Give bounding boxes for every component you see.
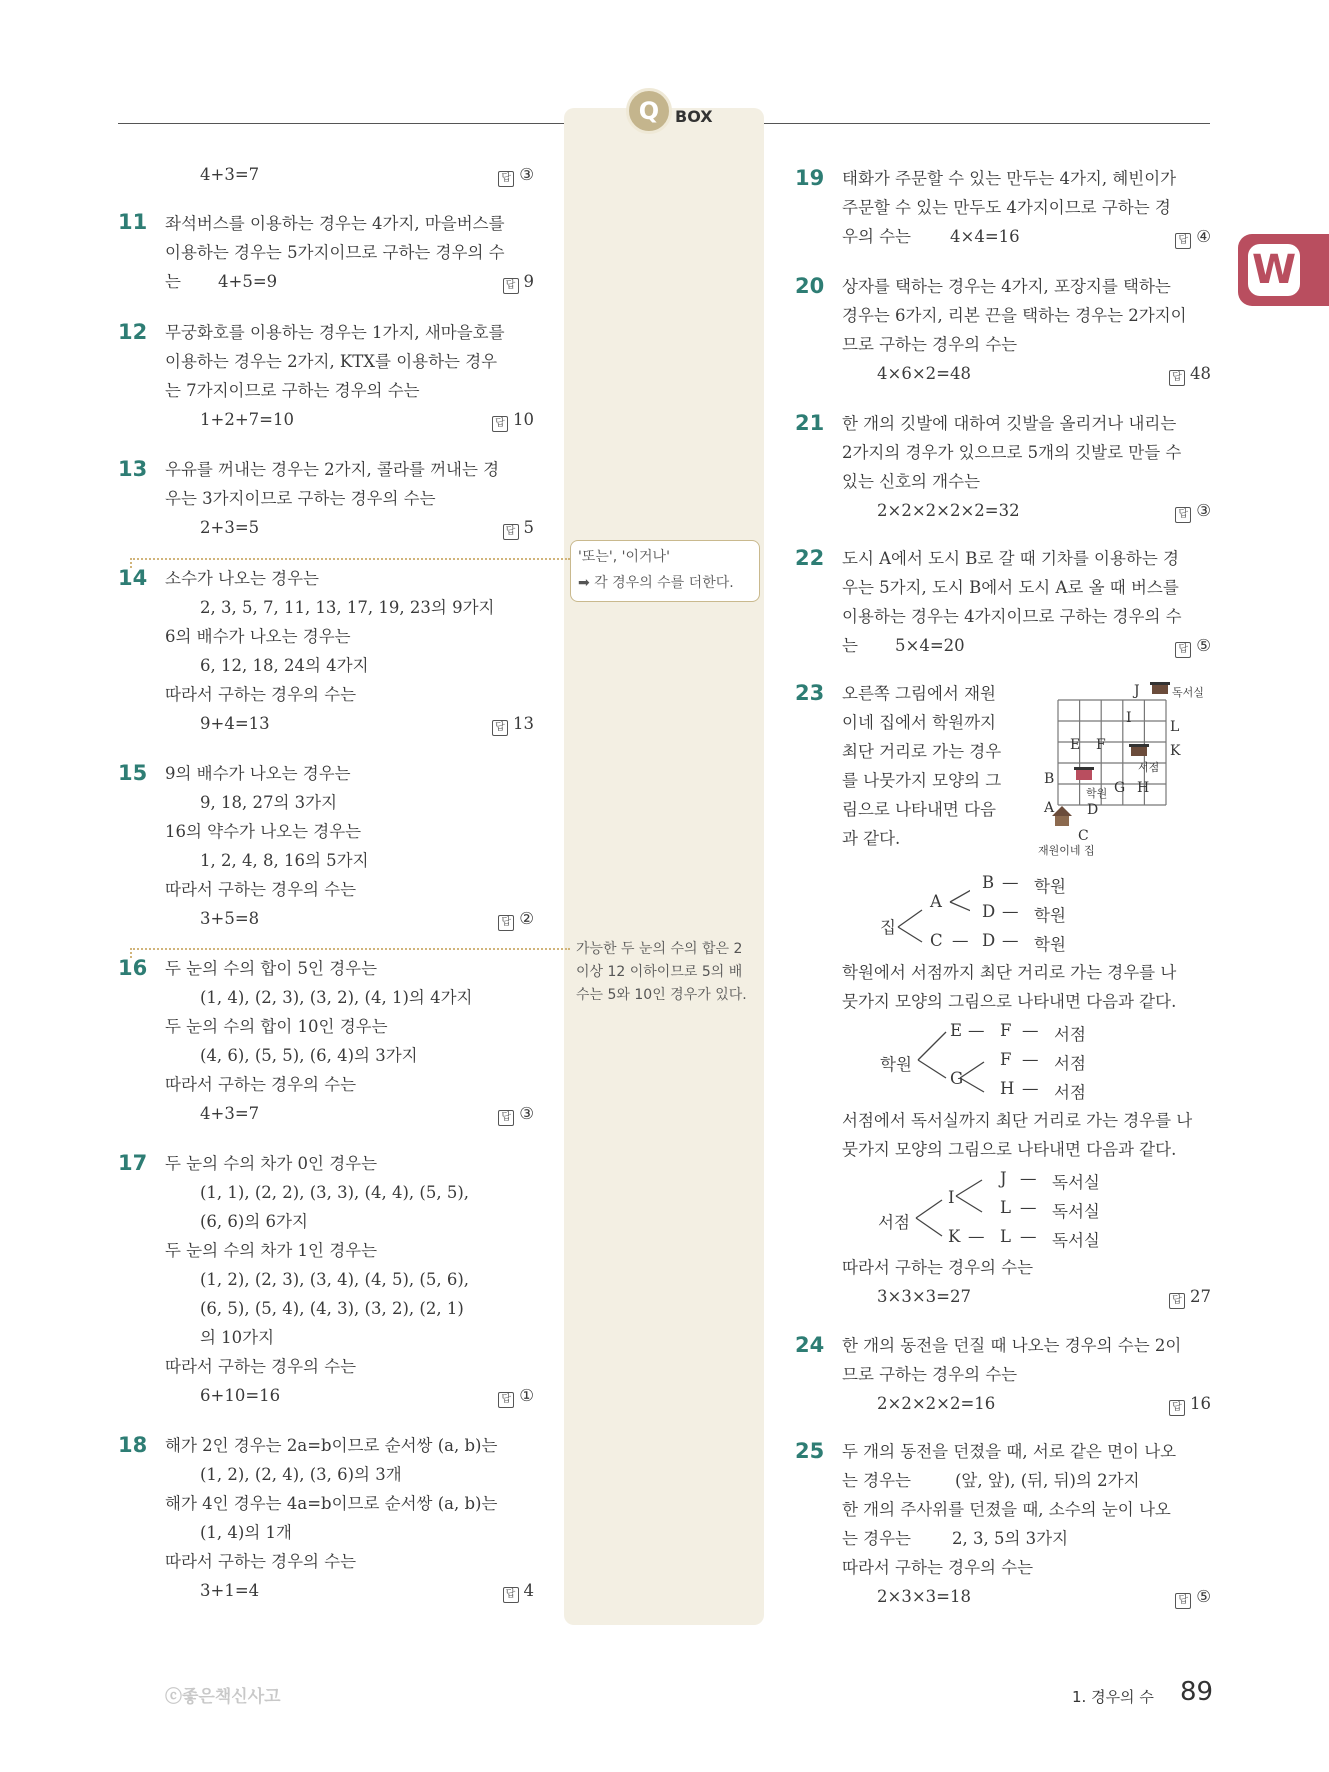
- problem-text: 므로 구하는 경우의 수는: [842, 335, 1018, 354]
- problem-text: 1, 2, 4, 8, 16의 5가지: [200, 851, 369, 870]
- problem-text: 무궁화호를 이용하는 경우는 1가지, 새마을호를: [165, 323, 505, 342]
- problem-text: 두 눈의 수의 합이 10인 경우는: [165, 1017, 388, 1036]
- problem-text: 따라서 구하는 경우의 수는: [165, 1552, 357, 1571]
- tree-node: B: [982, 873, 995, 892]
- problem-text: 한 개의 동전을 던질 때 나오는 경우의 수는 2이: [842, 1336, 1182, 1355]
- top-calc: 4+3=7: [200, 165, 260, 184]
- problem-text: 따라서 구하는 경우의 수는: [165, 880, 357, 899]
- memo-text: 가능한 두 눈의 수의 합은 2: [576, 941, 743, 957]
- calc: 1+2+7=10: [200, 410, 294, 429]
- problem-number: 23: [795, 681, 825, 705]
- tree-node: H: [1000, 1079, 1015, 1098]
- problem-text: 는 7가지이므로 구하는 경우의 수는: [165, 381, 420, 400]
- problem-text: 좌석버스를 이용하는 경우는 4가지, 마을버스를: [165, 214, 505, 233]
- map-label-home: 재원이네 집: [1038, 844, 1095, 857]
- tree-dash: —: [1022, 1079, 1039, 1098]
- problem-text: 두 눈의 수의 차가 1인 경우는: [165, 1241, 378, 1260]
- svg-text:K: K: [1170, 743, 1181, 759]
- qbox-column: [564, 108, 764, 1625]
- tree-dash: —: [968, 1021, 985, 1040]
- tree-node: I: [948, 1188, 955, 1207]
- problem-text: 는: [165, 272, 181, 291]
- tree-node: K: [948, 1227, 961, 1246]
- problem-text: 태화가 주문할 수 있는 만두는 4가지, 혜빈이가: [842, 169, 1177, 188]
- answer: 답 ③: [1175, 496, 1211, 525]
- problem-text: 이네 집에서 학원까지: [842, 713, 996, 732]
- answer: 답 5: [503, 513, 535, 542]
- tree-node: E: [950, 1021, 963, 1040]
- calc: 6+10=16: [200, 1386, 281, 1405]
- tree-node: 학원: [880, 1055, 912, 1074]
- svg-text:B: B: [1044, 771, 1055, 787]
- tree-node: 서점: [878, 1213, 910, 1232]
- map-label-reading: 독서실: [1172, 686, 1204, 699]
- calc: 9+4=13: [200, 714, 270, 733]
- tree-dash: —: [1020, 1227, 1037, 1246]
- problem-text: 소수가 나오는 경우는: [165, 569, 319, 588]
- tree-dash: —: [1022, 1050, 1039, 1069]
- problem-text: 따라서 구하는 경우의 수는: [165, 1075, 357, 1094]
- tree-dash: —: [1020, 1198, 1037, 1217]
- calc: 2×2×2×2×2=32: [877, 501, 1020, 520]
- answer: 답 16: [1169, 1389, 1211, 1418]
- problem-number: 14: [118, 566, 148, 590]
- answer: 답 ①: [498, 1381, 534, 1410]
- problem-text: 최단 거리로 가는 경우: [842, 742, 1002, 761]
- problem-number: 20: [795, 274, 825, 298]
- problem-text: 이용하는 경우는 4가지이므로 구하는 경우의 수: [842, 607, 1182, 626]
- problem-text: 따라서 구하는 경우의 수는: [165, 1357, 357, 1376]
- problem-text: (6, 5), (5, 4), (4, 3), (3, 2), (2, 1): [200, 1299, 464, 1318]
- tree-node: L: [1000, 1227, 1011, 1246]
- problem-text: 따라서 구하는 경우의 수는: [842, 1558, 1034, 1577]
- calc: 4×4=16: [950, 227, 1020, 246]
- page-number: 89: [1180, 1677, 1214, 1707]
- problem-text: 두 눈의 수의 합이 5인 경우는: [165, 959, 378, 978]
- tree-node: 집: [880, 918, 896, 937]
- problem-text: 오른쪽 그림에서 재원: [842, 684, 996, 703]
- calc: 3+5=8: [200, 909, 260, 928]
- problem-text: 한 개의 깃발에 대하여 깃발을 올리거나 내리는: [842, 414, 1177, 433]
- answer: 답 ③: [498, 1099, 534, 1128]
- svg-text:H: H: [1137, 780, 1150, 796]
- svg-text:L: L: [1170, 719, 1180, 735]
- memo-text: 수는 5와 10인 경우가 있다.: [576, 987, 747, 1003]
- memo-text: 이상 12 이하이므로 5의 배: [576, 964, 743, 980]
- tree-node: 독서실: [1052, 1231, 1100, 1250]
- problem-text: 2가지의 경우가 있으므로 5개의 깃발로 만들 수: [842, 443, 1182, 462]
- memo-text: ➡ 각 경우의 수를 더한다.: [578, 575, 734, 591]
- problem-text: 를 나뭇가지 모양의 그: [842, 771, 1002, 790]
- problem-text: 우는 5가지, 도시 B에서 도시 A로 올 때 버스를: [842, 578, 1179, 597]
- problem-text: 따라서 구하는 경우의 수는: [165, 685, 357, 704]
- answer: 답 ⑤: [1175, 1582, 1211, 1611]
- problem-text: 따라서 구하는 경우의 수는: [842, 1258, 1034, 1277]
- memo-text: '또는', '이거나': [578, 549, 670, 565]
- problem-number: 17: [118, 1151, 148, 1175]
- problem-text: (1, 2), (2, 4), (3, 6)의 3개: [200, 1465, 402, 1484]
- answer: 답 4: [503, 1576, 535, 1605]
- calc: 3+1=4: [200, 1581, 260, 1600]
- tree-node: J: [1000, 1169, 1007, 1188]
- problem-text: 뭇가지 모양의 그림으로 나타내면 다음과 같다.: [842, 992, 1177, 1011]
- svg-text:C: C: [1078, 828, 1089, 844]
- w-logo-icon: W: [1248, 244, 1300, 296]
- problem-text: 는 경우는: [842, 1529, 912, 1548]
- tree-node: L: [1000, 1198, 1011, 1217]
- problem-number: 11: [118, 210, 148, 234]
- problem-text: 두 개의 동전을 던졌을 때, 서로 같은 면이 나오: [842, 1442, 1177, 1461]
- svg-text:I: I: [1126, 710, 1132, 726]
- problem-number: 18: [118, 1433, 148, 1457]
- answer: 답 9: [503, 267, 535, 296]
- header-rule-left: [118, 123, 564, 124]
- bookstore-icon: [1129, 744, 1149, 756]
- memo-link-line: [130, 948, 570, 950]
- svg-text:D: D: [1087, 802, 1099, 818]
- map-label-academy: 학원: [1086, 787, 1108, 800]
- problem-number: 24: [795, 1333, 825, 1357]
- problem-text: 2, 3, 5, 7, 11, 13, 17, 19, 23의 9가지: [200, 598, 495, 617]
- street-map-figure: [1030, 676, 1220, 862]
- problem-text: (앞, 앞), (뒤, 뒤)의 2가지: [955, 1471, 1140, 1490]
- box-label: BOX: [675, 107, 713, 126]
- problem-text: 우는 3가지이므로 구하는 경우의 수는: [165, 489, 436, 508]
- answer: 답 10: [492, 405, 534, 434]
- problem-text: 이용하는 경우는 2가지, KTX를 이용하는 경우: [165, 352, 498, 371]
- problem-text: 우의 수는: [842, 227, 912, 246]
- problem-text: 도시 A에서 도시 B로 갈 때 기차를 이용하는 경: [842, 549, 1179, 568]
- svg-text:J: J: [1134, 683, 1140, 699]
- problem-text: (1, 1), (2, 2), (3, 3), (4, 4), (5, 5),: [200, 1183, 470, 1202]
- top-answer: 답 ③: [498, 160, 534, 189]
- problem-text: 두 눈의 수의 차가 0인 경우는: [165, 1154, 378, 1173]
- problem-text: 학원에서 서점까지 최단 거리로 가는 경우를 나: [842, 963, 1177, 982]
- problem-text: (4, 6), (5, 5), (6, 4)의 3가지: [200, 1046, 418, 1065]
- svg-text:A: A: [1044, 800, 1055, 816]
- problem-text: 므로 구하는 경우의 수는: [842, 1365, 1018, 1384]
- problem-text: (1, 4), (2, 3), (3, 2), (4, 1)의 4가지: [200, 988, 473, 1007]
- answer: 답 ②: [498, 904, 534, 933]
- answer: 답 13: [492, 709, 534, 738]
- tree-dash: —: [1002, 931, 1019, 950]
- tree-node: 학원: [1034, 877, 1066, 896]
- problem-number: 19: [795, 166, 825, 190]
- calc: 2×3×3=18: [877, 1587, 971, 1606]
- problem-text: 우유를 꺼내는 경우는 2가지, 콜라를 꺼내는 경: [165, 460, 500, 479]
- tree-dash: —: [1002, 902, 1019, 921]
- problem-text: 9, 18, 27의 3가지: [200, 793, 338, 812]
- tree-node: F: [1000, 1021, 1012, 1040]
- answer: 답 27: [1169, 1282, 1211, 1311]
- problem-text: 한 개의 주사위를 던졌을 때, 소수의 눈이 나오: [842, 1500, 1171, 1519]
- problem-number: 16: [118, 956, 148, 980]
- tree-node: D: [982, 931, 996, 950]
- tree-dash: —: [1020, 1169, 1037, 1188]
- problem-text: 경우는 6가지, 리본 끈을 택하는 경우는 2가지이: [842, 306, 1187, 325]
- header-rule-right: [764, 123, 1210, 124]
- problem-number: 13: [118, 457, 148, 481]
- tree-node: F: [1000, 1050, 1012, 1069]
- problem-text: 의 10가지: [200, 1328, 275, 1347]
- problem-text: 주문할 수 있는 만두도 4가지이므로 구하는 경: [842, 198, 1171, 217]
- problem-text: 상자를 택하는 경우는 4가지, 포장지를 택하는: [842, 277, 1171, 296]
- problem-number: 15: [118, 761, 148, 785]
- q-icon: Q: [626, 88, 672, 134]
- tree-node: D: [982, 902, 996, 921]
- house-icon: [1052, 806, 1072, 826]
- tree-node: C: [930, 931, 943, 950]
- tree-node: G: [950, 1069, 964, 1088]
- problem-text: 림으로 나타내면 다음: [842, 800, 996, 819]
- calc: 2×2×2×2=16: [877, 1394, 996, 1413]
- problem-number: 22: [795, 546, 825, 570]
- tree-node: 학원: [1034, 935, 1066, 954]
- problem-text: 는 경우는: [842, 1471, 912, 1490]
- tree-dash: —: [1022, 1021, 1039, 1040]
- publisher-mark: ⓒ좋은책신사고: [165, 1687, 281, 1707]
- problem-text: 2, 3, 5의 3가지: [952, 1529, 1069, 1548]
- svg-text:E: E: [1070, 737, 1081, 753]
- tree-node: 서점: [1054, 1083, 1086, 1102]
- tree-dash: —: [968, 1227, 985, 1246]
- calc: 4+5=9: [218, 272, 278, 291]
- calc: 4+3=7: [200, 1104, 260, 1123]
- problem-text: 서점에서 독서실까지 최단 거리로 가는 경우를 나: [842, 1111, 1193, 1130]
- problem-number: 25: [795, 1439, 825, 1463]
- calc: 4×6×2=48: [877, 364, 971, 383]
- answer: 답 48: [1169, 359, 1211, 388]
- map-label-bookstore: 서점: [1138, 761, 1160, 774]
- calc: 5×4=20: [895, 636, 965, 655]
- tree-dash: —: [952, 931, 969, 950]
- tree-node: A: [930, 892, 942, 911]
- calc: 3×3×3=27: [877, 1287, 971, 1306]
- reading-room-icon: [1150, 682, 1170, 694]
- tree-node: 학원: [1034, 906, 1066, 925]
- problem-text: 6의 배수가 나오는 경우는: [165, 627, 351, 646]
- tree-node: 서점: [1054, 1054, 1086, 1073]
- problem-text: 는: [842, 636, 858, 655]
- svg-text:F: F: [1096, 737, 1106, 753]
- answer: 답 ⑤: [1175, 631, 1211, 660]
- problem-text: 9의 배수가 나오는 경우는: [165, 764, 351, 783]
- problem-text: 해가 4인 경우는 4a=b이므로 순서쌍 (a, b)는: [165, 1494, 498, 1513]
- problem-text: 6, 12, 18, 24의 4가지: [200, 656, 369, 675]
- chapter-label: 1. 경우의 수: [1072, 1688, 1154, 1706]
- tree-dash: —: [1002, 873, 1019, 892]
- memo-link-line: [130, 558, 570, 560]
- tree-node: 서점: [1054, 1025, 1086, 1044]
- problem-text: (6, 6)의 6가지: [200, 1212, 308, 1231]
- problem-number: 12: [118, 320, 148, 344]
- answer: 답 ④: [1175, 222, 1211, 251]
- problem-text: 과 같다.: [842, 829, 901, 848]
- tree-node: 독서실: [1052, 1202, 1100, 1221]
- problem-text: (1, 4)의 1개: [200, 1523, 292, 1542]
- problem-text: 이용하는 경우는 5가지이므로 구하는 경우의 수: [165, 243, 505, 262]
- problem-text: 해가 2인 경우는 2a=b이므로 순서쌍 (a, b)는: [165, 1436, 498, 1455]
- calc: 2+3=5: [200, 518, 260, 537]
- academy-icon: [1074, 767, 1094, 780]
- problem-text: 뭇가지 모양의 그림으로 나타내면 다음과 같다.: [842, 1140, 1177, 1159]
- svg-text:G: G: [1114, 780, 1126, 796]
- problem-text: 있는 신호의 개수는: [842, 472, 981, 491]
- tree-node: 독서실: [1052, 1173, 1100, 1192]
- problem-text: (1, 2), (2, 3), (3, 4), (4, 5), (5, 6),: [200, 1270, 470, 1289]
- problem-text: 16의 약수가 나오는 경우는: [165, 822, 362, 841]
- problem-number: 21: [795, 411, 825, 435]
